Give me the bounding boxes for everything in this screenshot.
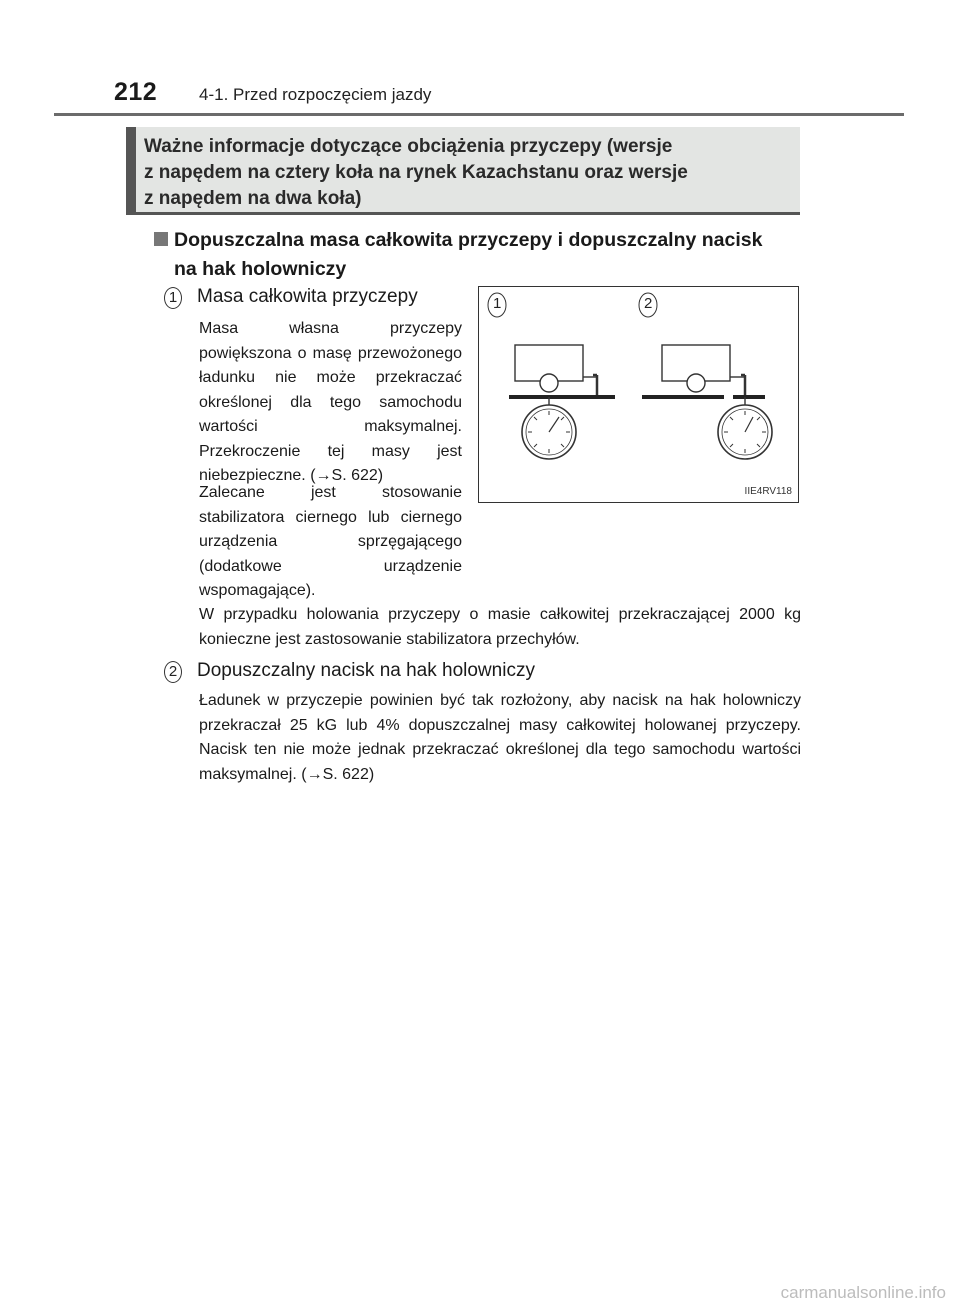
item-1-paragraph-2: Zalecane jest stosowanie stabilizatora ciernego lub ciernego urządzenia sprzęgającego (dodatkowe urządzenie wspomagające). xyxy=(199,484,462,599)
section-heading xyxy=(174,226,802,284)
item-1-paragraph-1-text: Masa własna przyczepy powiększona o masę przewożonego ładunku nie może przekraczać określonej dla tego samochodu wartości maksymalnej. Przekroczenie tej masy jest niebezpieczne. xyxy=(199,320,462,484)
section-title: 4-1. Przed rozpoczęciem jazdy xyxy=(199,85,432,104)
trailer-load-figure xyxy=(478,286,799,503)
figure-code: IIE4RV118 xyxy=(744,486,792,497)
info-title-line-1: Ważne informacje dotyczące obciążenia przyczepy (wersje xyxy=(144,136,673,157)
item-2-paragraph-text: Ładunek w przyczepie powinien być tak rozłożony, aby nacisk na hak holowniczy przekraczał 25 kG lub 4% dopuszczalnej masy całkowitej holowanej przyczepy. Nacisk ten nie może jednak przekraczać określonej dla tego samochodu wartości maksymalnej. xyxy=(199,692,801,783)
item-1-paragraph-1 xyxy=(199,317,462,489)
page-number: 212 xyxy=(114,78,158,106)
item-2-badge: 2 xyxy=(164,661,182,683)
item-1-page-ref: (→S. 622) xyxy=(310,467,384,484)
heading-line-2: na hak holowniczy xyxy=(174,258,347,280)
info-title-line-3: z napędem na dwa koła) xyxy=(144,188,362,209)
trailer-mass-diagram xyxy=(509,345,615,459)
item-1-badge: 1 xyxy=(164,287,182,309)
heading-bullet-icon xyxy=(154,232,168,246)
watermark: carmanualsonline.info xyxy=(780,1283,946,1302)
heading-line-1: Dopuszczalna masa całkowita przyczepy i dopuszczalny nacisk xyxy=(174,229,763,251)
info-title-line-2: z napędem na cztery koła na rynek Kazachstanu oraz wersje xyxy=(144,162,688,183)
figure-label-1: 1 xyxy=(493,295,502,312)
trailer-load-illustration xyxy=(479,287,798,502)
figure-label-2: 2 xyxy=(644,295,653,312)
tongue-load-diagram xyxy=(642,345,772,459)
info-title-box xyxy=(126,127,800,215)
item-2-paragraph xyxy=(199,689,801,787)
header-rule xyxy=(54,113,904,116)
item-2-title: Dopuszczalny nacisk na hak holowniczy xyxy=(197,660,535,681)
item-1-title: Masa całkowita przyczepy xyxy=(197,286,418,307)
item-1-paragraph-3: W przypadku holowania przyczepy o masie całkowitej przekraczającej 2000 kg konieczne jest zastosowanie stabilizatora przechyłów. xyxy=(199,606,801,648)
item-2-page-ref: (→S. 622) xyxy=(301,765,375,783)
